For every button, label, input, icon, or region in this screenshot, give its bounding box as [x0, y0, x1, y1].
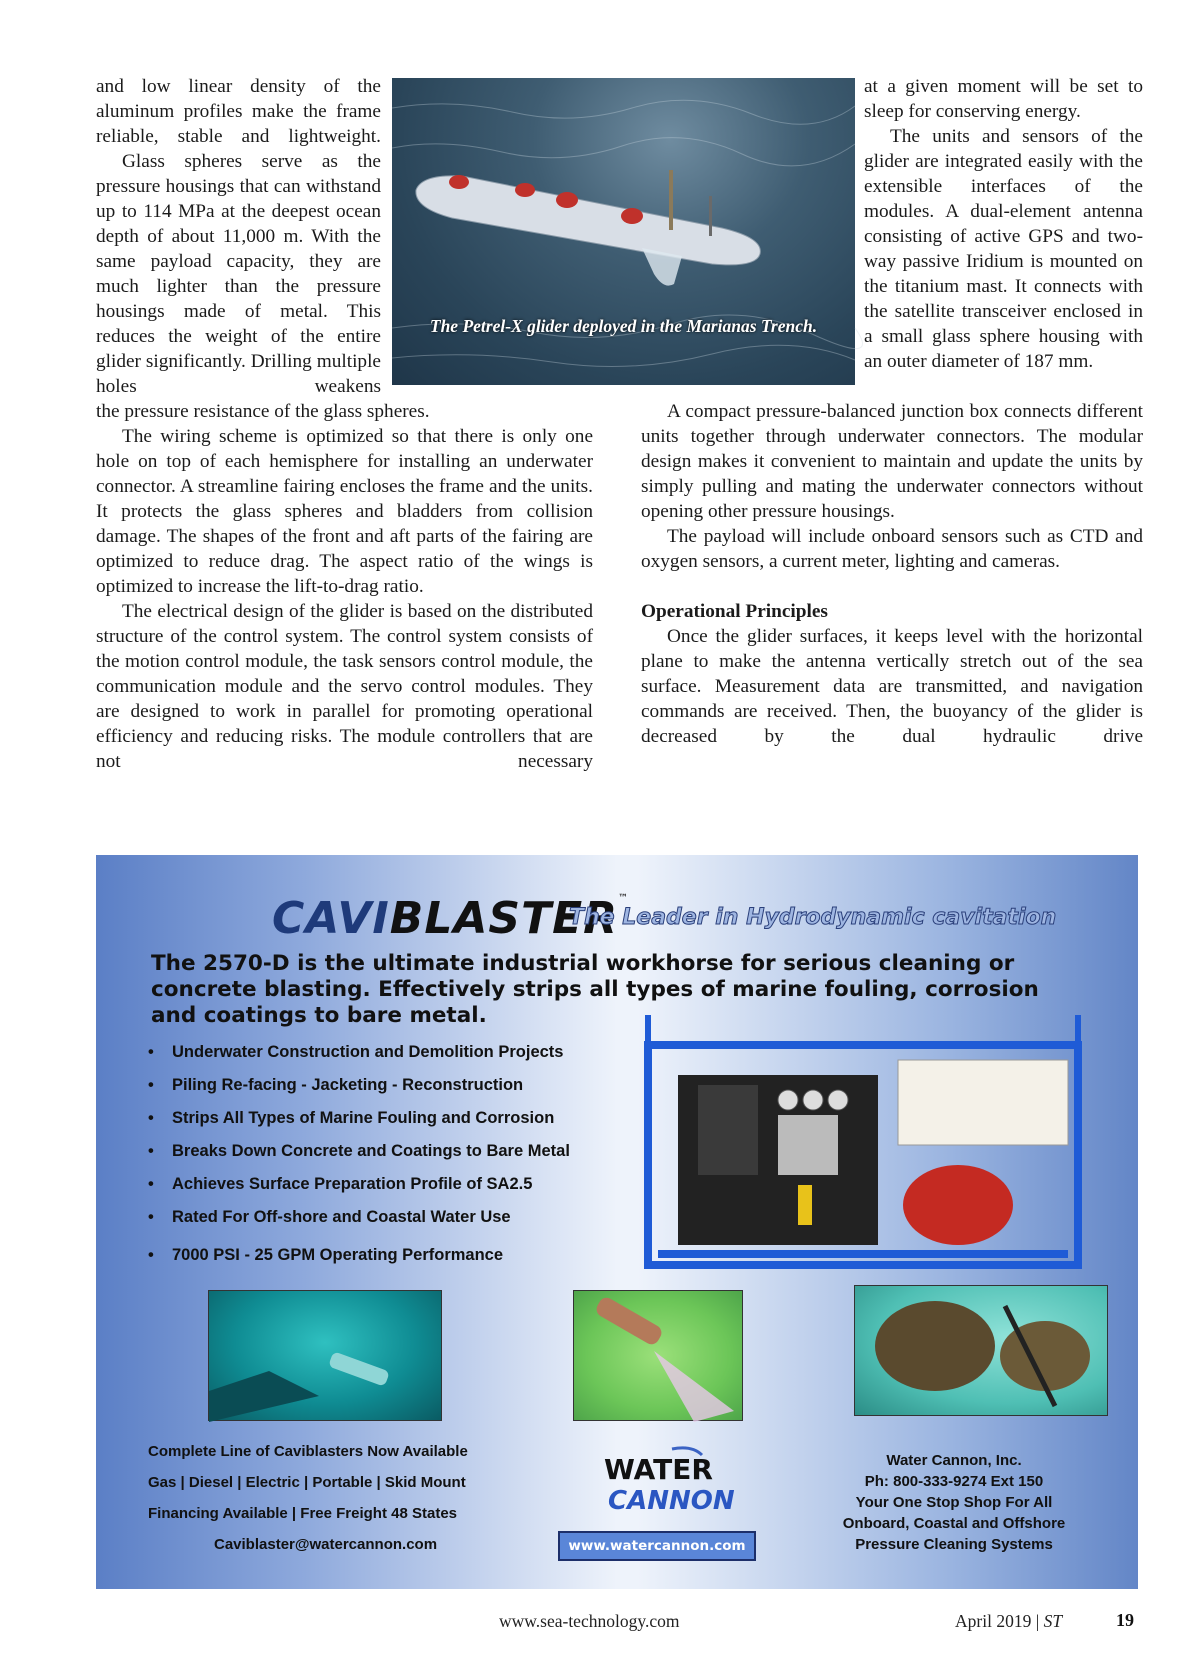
ad-feature-list	[148, 1043, 570, 1279]
paragraph: the pressure resistance of the glass spheres.	[96, 401, 430, 422]
email-link[interactable]: Caviblaster@watercannon.com	[214, 1536, 438, 1553]
ad-tagline: The Leader in Hydrodynamic cavitation	[569, 905, 1057, 930]
list-item: • Strips All Types of Marine Fouling and Corrosion	[148, 1109, 570, 1142]
caviblaster-machine-image	[638, 1015, 1088, 1270]
article-left-top	[96, 74, 381, 399]
logo-text: CANNON	[608, 1486, 735, 1516]
paragraph: The wiring scheme is optimized so that there is only one hole on top of each hemisphere for installing an underwater connector. A streamline fairing encloses the frame and the units. It protects the glass spheres and bladders from collision damage. The shapes of the front and aft parts of the fairing are optimized to reduce drag. The aspect ratio of the wings is optimized to increase the lift-to-drag ratio.	[96, 426, 593, 597]
list-item: • Achieves Surface Preparation Profile of SA2.5	[148, 1175, 570, 1208]
info-line: Pressure Cleaning Systems	[855, 1536, 1053, 1553]
info-line: Complete Line of Caviblasters Now Available	[148, 1443, 468, 1460]
paragraph: and low linear density of the aluminum profiles make the frame reliable, stable and lightweight.	[96, 76, 381, 147]
section-heading: Operational Principles	[641, 601, 828, 622]
paragraph: Once the glider surfaces, it keeps level with the horizontal plane to make the antenna vertically stretch out of the sea surface. Measurement data are transmitted, and navigation commands are received. Then, the buoyancy of the glider is decreased by the dual hydraulic drive	[641, 626, 1143, 747]
info-line: Water Cannon, Inc.	[886, 1452, 1022, 1469]
logo-part: BLASTER	[389, 893, 619, 944]
article-left-bottom	[96, 399, 593, 774]
footer-website[interactable]: www.sea-technology.com	[499, 1611, 680, 1631]
glider-photo	[392, 78, 855, 385]
info-line: Your One Stop Shop For All	[855, 1494, 1053, 1511]
list-item: • Breaks Down Concrete and Coatings to Bare Metal	[148, 1142, 570, 1175]
ad-contact-right	[818, 1450, 1090, 1555]
list-item: • Rated For Off-shore and Coastal Water Use	[148, 1208, 570, 1241]
page-number: 19	[1116, 1610, 1134, 1630]
list-item: • 7000 PSI - 25 GPM Operating Performance	[148, 1246, 570, 1279]
paragraph: The payload will include onboard sensors such as CTD and oxygen sensors, a current meter, lighting and cameras.	[641, 526, 1143, 572]
list-item: • Piling Re-facing - Jacketing - Reconstruction	[148, 1076, 570, 1109]
logo-text: WATER	[604, 1453, 713, 1486]
underwater-blasting-photo	[208, 1290, 442, 1421]
caviblaster-advertisement	[96, 855, 1138, 1589]
trademark-symbol: ™	[618, 893, 630, 904]
paragraph: The electrical design of the glider is based on the distributed structure of the control system. The control system consists of the motion control module, the task sensors control module, the communication module and the servo control modules. They are designed to work in parallel for promoting operational efficiency and reducing risks. The module controllers that are not necessary	[96, 601, 593, 772]
paragraph: A compact pressure-balanced junction box connects different units together through underwater connectors. The modular design makes it convenient to maintain and update the units by simply pulling and mating the underwater connectors without opening other pressure housings.	[641, 401, 1143, 522]
ad-headline: The 2570-D is the ultimate industrial workhorse for serious cleaning or concrete blasting. Effectively strips all types of marine fouling, corrosion and coatings to bare metal.	[151, 951, 1039, 1028]
issue-date: April 2019 |	[955, 1611, 1044, 1631]
info-line: Ph: 800-333-9274 Ext 150	[864, 1473, 1044, 1490]
nozzle-spray-photo	[573, 1290, 743, 1421]
ad-contact-left	[148, 1443, 468, 1567]
logo-part: CAVI	[272, 893, 390, 944]
list-item: • Underwater Construction and Demolition Projects	[148, 1043, 570, 1076]
paragraph: at a given moment will be set to sleep for conserving energy.	[864, 76, 1143, 122]
photo-illustration	[574, 1291, 744, 1422]
propeller-cleaning-photo	[854, 1285, 1108, 1416]
paragraph: Glass spheres serve as the pressure housings that can withstand up to 114 MPa at the deepest ocean depth of about 11,000 m. With the same payload capacity, they are much lighter than the pressure housings made of metal. This reduces the weight of the entire glider significantly. Drilling multiple holes weakens	[96, 151, 381, 397]
website-link[interactable]: www.watercannon.com	[558, 1531, 756, 1561]
article-right-top	[864, 74, 1143, 374]
info-line: Gas | Diesel | Electric | Portable | Skid Mount	[148, 1474, 466, 1491]
glider-illustration	[392, 78, 855, 385]
photo-caption: The Petrel-X glider deployed in the Marianas Trench.	[429, 316, 818, 336]
article-right-bottom	[641, 399, 1143, 749]
footer-issue	[955, 1611, 1062, 1632]
water-cannon-logo	[602, 1445, 735, 1516]
photo-illustration	[209, 1291, 443, 1422]
magazine-abbrev: ST	[1043, 1611, 1063, 1631]
info-line: Onboard, Coastal and Offshore	[842, 1515, 1066, 1532]
photo-illustration	[855, 1286, 1109, 1417]
paragraph: The units and sensors of the glider are integrated easily with the extensible interfaces of the modules. A dual-element antenna consisting of active GPS and two-way passive Iridium is mounted on the titanium mast. It connects with the satellite transceiver enclosed in a small glass sphere housing with an outer diameter of 187 mm.	[864, 126, 1143, 372]
info-line: Financing Available | Free Freight 48 States	[148, 1505, 458, 1522]
